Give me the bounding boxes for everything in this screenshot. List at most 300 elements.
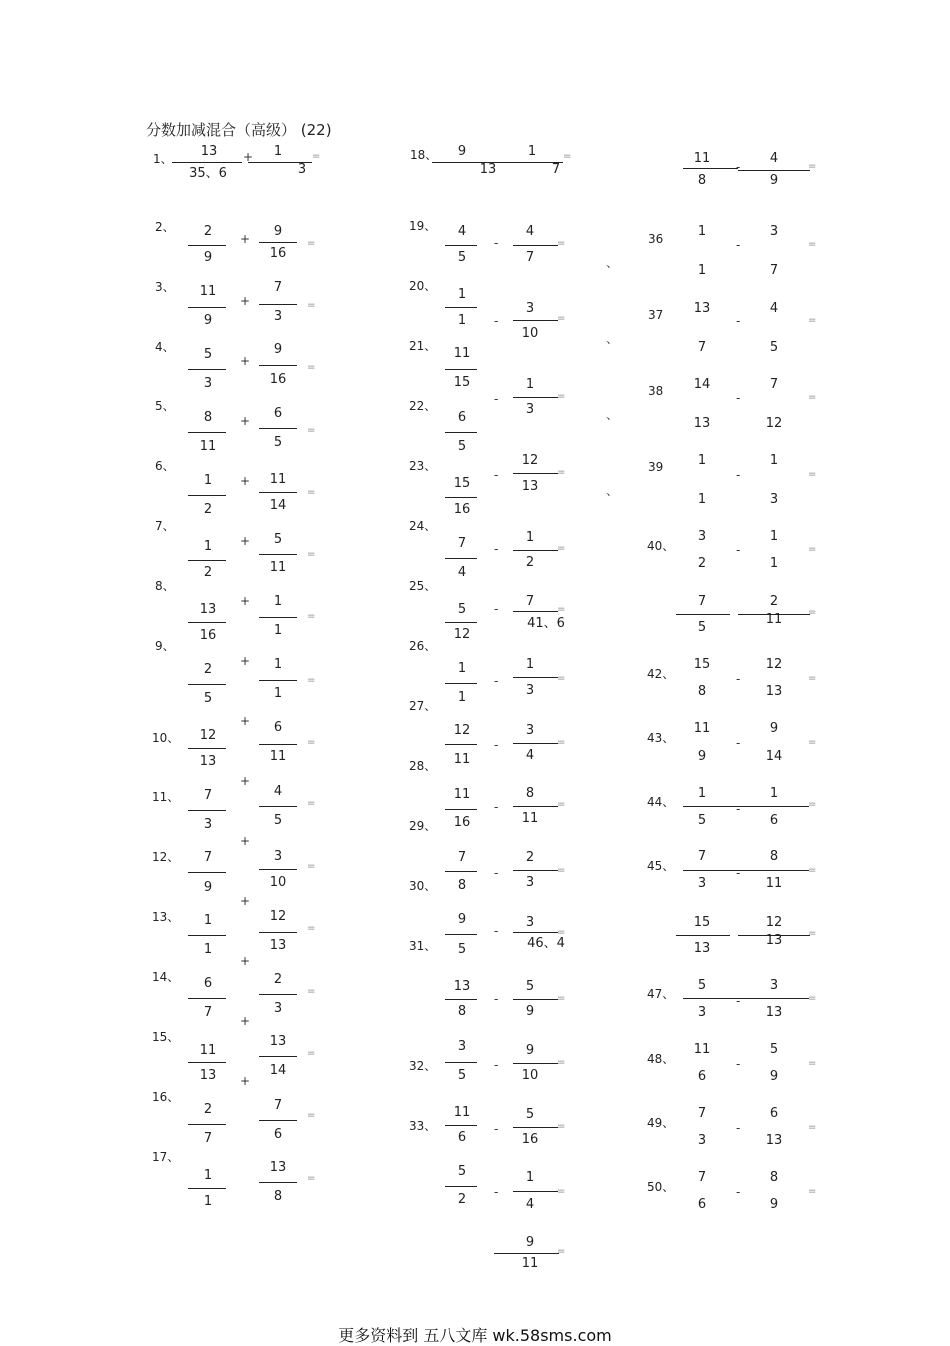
denominator-2: 5 [273,813,283,828]
numerator-1: 7 [697,594,707,609]
numerator-1: 5 [457,602,467,617]
numerator-2: 9 [273,224,283,239]
fraction-bar-2 [259,365,297,366]
numerator-1: 13 [199,602,217,617]
page-title: 分数加减混合（高级） (22) [146,121,332,139]
operator-sign: + [240,232,251,246]
numerator-1: 7 [457,850,467,865]
equals-sign: = [808,315,817,326]
numerator-2: 2 [769,594,779,609]
numerator-1: 7 [697,1106,707,1121]
operator-sign: - [736,468,741,482]
numerator-2: 1 [525,530,535,545]
fraction-bar-1 [445,1186,477,1187]
equals-sign: = [307,986,316,997]
operator-sign: - [494,468,499,482]
numerator-1: 3 [697,529,707,544]
numerator-2: 5 [769,1042,779,1057]
numerator-2: 8 [769,849,779,864]
stray-mark: 、 [606,408,619,422]
problem-label: 47、 [647,987,675,1001]
numerator-1: 11 [453,346,471,361]
numerator-1: 7 [457,536,467,551]
denominator-1: 1 [457,690,467,705]
numerator-1: 2 [203,1102,213,1117]
equals-sign: = [307,300,316,311]
denominator-1: 13 [479,162,497,177]
fraction-bar-2 [513,611,558,612]
fraction-bar-1 [188,935,226,936]
equals-sign: = [557,543,566,554]
numerator-2: 12 [765,657,783,672]
denominator-1: 7 [203,1005,213,1020]
fraction-bar-1 [188,1124,226,1125]
fraction-bar-1 [445,497,477,498]
problem-label: 40、 [647,539,675,553]
fraction-bar-1 [188,1188,226,1189]
denominator-1: 8 [457,1004,467,1019]
operator-sign: - [494,392,499,406]
operator-sign: + [240,1074,251,1088]
numerator-1: 5 [203,347,213,362]
operator-sign: + [240,654,251,668]
numerator-2: 3 [525,723,535,738]
operator-sign: - [494,236,499,250]
denominator-1: 13 [199,1068,217,1083]
fraction-bar-1 [188,748,226,749]
fraction-bar-1 [445,558,477,559]
denominator-2: 7 [769,263,779,278]
numerator-1: 3 [457,1039,467,1054]
footer-text: 更多资料到 五八文库 wk.58sms.com [338,1326,612,1345]
numerator-1: 1 [457,287,467,302]
fraction-bar-1 [188,810,226,811]
problem-label: 14、 [152,970,180,984]
equals-sign: = [307,798,316,809]
numerator-2: 1 [525,657,535,672]
problem-label: 32、 [409,1059,437,1073]
problem-label: 15、 [152,1030,180,1044]
numerator-1: 7 [203,850,213,865]
denominator-1: 11 [453,752,471,767]
numerator-2: 4 [769,151,779,166]
denominator-2: 14 [269,1063,287,1078]
denominator-1: 1 [697,263,707,278]
denominator-2: 13 [521,479,539,494]
denominator-2: 13 [765,933,783,948]
numerator-1: 1 [697,786,707,801]
equals-sign: = [307,675,316,686]
operator-sign: - [494,1185,499,1199]
fraction-bar-1 [172,162,242,163]
fraction-bar-1 [188,998,226,999]
fraction-bar-1 [445,307,477,308]
operator-sign: + [240,954,251,968]
denominator-1: 16 [199,628,217,643]
numerator-2: 13 [269,1160,287,1175]
operator-sign: - [494,542,499,556]
numerator-1: 1 [697,224,707,239]
denominator-1: 9 [697,749,707,764]
denominator-2: 10 [269,875,287,890]
numerator-2: 1 [273,144,283,159]
operator-sign: - [494,1058,499,1072]
stray-mark: 、 [606,484,619,498]
operator-sign: + [240,534,251,548]
fraction-bar-2 [259,242,297,243]
problem-label: 1、 [153,152,173,166]
operator-sign: + [240,1014,251,1028]
numerator-1: 13 [453,979,471,994]
denominator-1: 9 [203,880,213,895]
numerator-1: 13 [693,301,711,316]
numerator-1: 13 [200,144,218,159]
fraction-bar-1 [188,1062,226,1063]
fraction-bar-2 [248,162,312,163]
denominator-2: 9 [525,1004,535,1019]
operator-sign: - [736,391,741,405]
denominator-1: 4 [457,565,467,580]
fraction-bar-1 [676,614,730,615]
operator-sign: - [494,866,499,880]
equals-sign: = [808,673,817,684]
denominator-2: 13 [765,1133,783,1148]
denominator-2: 2 [525,555,535,570]
problem-label: 11、 [152,790,180,804]
denominator-1: 12 [453,627,471,642]
numerator-1: 1 [697,453,707,468]
numerator-2: 3 [769,224,779,239]
equals-sign: = [307,425,316,436]
equals-sign: = [307,1173,316,1184]
fraction-bar-1 [445,683,477,684]
denominator-1: 7 [697,340,707,355]
denominator-1: 13 [693,941,711,956]
problem-label: 20、 [409,279,437,293]
operator-sign: - [494,800,499,814]
stray-mark: 、 [606,332,619,346]
operator-sign: - [736,543,741,557]
equals-sign: = [557,313,566,324]
numerator-2: 4 [273,784,283,799]
operator-sign: + [240,414,251,428]
operator-sign: - [736,802,741,816]
operator-sign: + [243,150,254,164]
fraction-bar-2 [513,806,558,807]
numerator-1: 15 [693,657,711,672]
denominator-1: 5 [457,1068,467,1083]
numerator-1: 11 [693,151,711,166]
operator-sign: - [736,314,741,328]
numerator-2: 7 [273,1098,283,1113]
numerator-1: 5 [697,978,707,993]
denominator-1: 6 [697,1197,707,1212]
operator-sign: - [736,672,741,686]
denominator-2: 46、4 [527,936,565,951]
denominator-2: 16 [521,1132,539,1147]
operator-sign: - [494,674,499,688]
fraction-bar-1 [445,744,477,745]
denominator-2: 9 [769,1197,779,1212]
numerator-1: 2 [203,662,213,677]
problem-label: 43、 [647,731,675,745]
denominator-2: 1 [769,556,779,571]
denominator-2: 14 [269,498,287,513]
problem-label: 29、 [409,819,437,833]
numerator-1: 1 [203,539,213,554]
numerator-1: 1 [203,473,213,488]
problem-label: 22、 [409,399,437,413]
fraction-bar-1 [432,162,504,163]
operator-sign: + [240,474,251,488]
equals-sign: = [307,362,316,373]
equals-sign: = [557,799,566,810]
denominator-1: 15 [453,375,471,390]
operator-sign: - [494,992,499,1006]
numerator-1: 5 [457,1164,467,1179]
fraction-bar-2 [513,870,558,871]
denominator-2: 9 [769,173,779,188]
denominator-1: 7 [203,1131,213,1146]
denominator-1: 2 [203,565,213,580]
fraction-bar-2 [259,492,297,493]
fraction-bar-1 [445,245,477,246]
denominator-2: 6 [769,813,779,828]
denominator-2: 3 [769,492,779,507]
equals-sign: = [808,865,817,876]
numerator-1: 11 [693,1042,711,1057]
numerator-2: 3 [525,915,535,930]
numerator-2: 9 [273,342,283,357]
denominator-2: 11 [521,811,539,826]
denominator-1: 2 [457,1192,467,1207]
denominator-1: 1 [457,313,467,328]
equals-sign: = [307,238,316,249]
problem-label: 17、 [152,1150,180,1164]
fraction-bar-1 [445,369,477,370]
denominator-1: 5 [203,691,213,706]
problem-label: 30、 [409,879,437,893]
numerator-2: 2 [273,972,283,987]
denominator-1: 3 [697,1133,707,1148]
operator-sign: + [240,834,251,848]
numerator-2: 6 [273,406,283,421]
denominator-2: 3 [273,309,283,324]
denominator-1: 8 [697,684,707,699]
fraction-bar-1 [188,684,226,685]
equals-sign: = [557,238,566,249]
problem-label: 10、 [152,731,180,745]
operator-sign: - [736,160,741,174]
fraction-bar-2 [513,550,558,551]
equals-sign: = [557,927,566,938]
operator-sign: + [240,294,251,308]
fraction-bar-1 [188,307,226,308]
numerator-2: 6 [769,1106,779,1121]
fraction-bar-2 [259,744,297,745]
equals-sign: = [307,1110,316,1121]
numerator-1: 8 [203,410,213,425]
fraction-bar-1 [445,871,477,872]
numerator-2: 5 [273,532,283,547]
problem-label: 36 [648,232,664,246]
denominator-2: 11 [765,876,783,891]
problem-label: 23、 [409,459,437,473]
problem-label: 25、 [409,579,437,593]
equals-sign: = [808,1186,817,1197]
numerator-1: 1 [203,913,213,928]
problem-label: 6、 [155,459,175,473]
fraction-bar-2 [738,935,810,936]
problem-label: 50、 [647,1180,675,1194]
operator-sign: - [736,1057,741,1071]
numerator-2: 7 [273,280,283,295]
denominator-2: 8 [273,1189,283,1204]
denominator-2: 11 [765,612,783,627]
equals-sign: = [808,544,817,555]
numerator-1: 6 [457,410,467,425]
operator-sign: - [736,1185,741,1199]
problem-label: 2、 [155,220,175,234]
denominator-1: 13 [693,416,711,431]
problem-label: 9、 [155,639,175,653]
denominator-2: 3 [525,683,535,698]
fraction-bar-1 [445,1062,477,1063]
denominator-1: 1 [697,492,707,507]
problem-label: 26、 [409,639,437,653]
numerator-1: 11 [199,284,217,299]
fraction-bar-2 [259,1056,297,1057]
denominator-2: 13 [269,938,287,953]
denominator-1: 13 [199,754,217,769]
problem-label: 12、 [152,850,180,864]
problem-label: 19、 [409,219,437,233]
denominator-1: 16 [453,815,471,830]
equals-sign: = [557,391,566,402]
denominator-2: 13 [765,1005,783,1020]
numerator-1: 15 [453,476,471,491]
fraction-bar-1 [445,809,477,810]
denominator-2: 3 [525,402,535,417]
fraction-bar-2 [513,245,558,246]
numerator-2: 9 [525,1043,535,1058]
numerator-2: 4 [769,301,779,316]
denominator-2: 7 [525,250,535,265]
fraction-bar-2 [513,1127,558,1128]
denominator-2: 3 [525,875,535,890]
operator-sign: - [494,314,499,328]
denominator-1: 35、6 [189,166,227,181]
denominator-1: 9 [203,250,213,265]
problem-label: 3、 [155,280,175,294]
denominator-2: 16 [269,372,287,387]
operator-sign: - [736,994,741,1008]
numerator-1: 11 [199,1043,217,1058]
numerator-2: 3 [273,849,283,864]
denominator-1: 5 [697,813,707,828]
fraction-bar-2 [259,304,297,305]
problem-label: 5、 [155,399,175,413]
denominator-1: 6 [457,1130,467,1145]
denominator-1: 5 [697,620,707,635]
equals-sign: = [808,737,817,748]
denominator-2: 12 [765,416,783,431]
denominator-1: 5 [457,250,467,265]
numerator-2: 1 [769,529,779,544]
fraction-bar-2 [259,428,297,429]
numerator-2: 9 [769,721,779,736]
numerator-2: 7 [769,377,779,392]
fraction-bar-2 [513,743,558,744]
fraction-bar-1 [445,432,477,433]
numerator-2: 9 [525,1235,535,1250]
numerator-2: 1 [769,453,779,468]
equals-sign: = [557,604,566,615]
equals-sign: = [563,151,572,162]
operator-sign: - [736,1121,741,1135]
problem-label: 38 [648,384,664,398]
numerator-2: 3 [769,978,779,993]
equals-sign: = [557,1246,566,1257]
denominator-2: 4 [525,748,535,763]
equals-sign: = [557,467,566,478]
equals-sign: = [808,469,817,480]
problem-label: 39 [648,460,664,474]
problem-label: 18、 [410,148,438,162]
fraction-bar-2 [738,614,810,615]
numerator-1: 7 [697,1170,707,1185]
denominator-1: 16 [453,502,471,517]
numerator-1: 1 [203,1168,213,1183]
numerator-1: 12 [199,728,217,743]
numerator-2: 1 [769,786,779,801]
fraction-bar-1 [188,369,226,370]
denominator-2: 4 [525,1197,535,1212]
equals-sign: = [557,673,566,684]
numerator-2: 3 [525,301,535,316]
operator-sign: - [736,238,741,252]
equals-sign: = [307,1048,316,1059]
equals-sign: = [307,923,316,934]
denominator-1: 2 [697,556,707,571]
denominator-1: 2 [203,502,213,517]
fraction-bar-1 [683,998,809,999]
problem-label: 21、 [409,339,437,353]
denominator-1: 8 [697,173,707,188]
denominator-2: 1 [273,623,283,638]
fraction-bar-2 [259,806,297,807]
numerator-2: 1 [525,1170,535,1185]
problem-label: 33、 [409,1119,437,1133]
fraction-bar-2 [259,1120,297,1121]
fraction-bar-1 [683,806,809,807]
problem-label: 16、 [152,1090,180,1104]
equals-sign: = [557,1057,566,1068]
fraction-bar-2 [494,1253,559,1254]
denominator-1: 9 [203,313,213,328]
problem-label: 45、 [647,859,675,873]
numerator-2: 12 [521,453,539,468]
problem-label: 37 [648,308,664,322]
equals-sign: = [307,549,316,560]
equals-sign: = [808,928,817,939]
numerator-2: 4 [525,224,535,239]
denominator-1: 5 [457,942,467,957]
equals-sign: = [557,1121,566,1132]
denominator-1: 5 [457,439,467,454]
fraction-bar-2 [259,994,297,995]
equals-sign: = [808,161,817,172]
